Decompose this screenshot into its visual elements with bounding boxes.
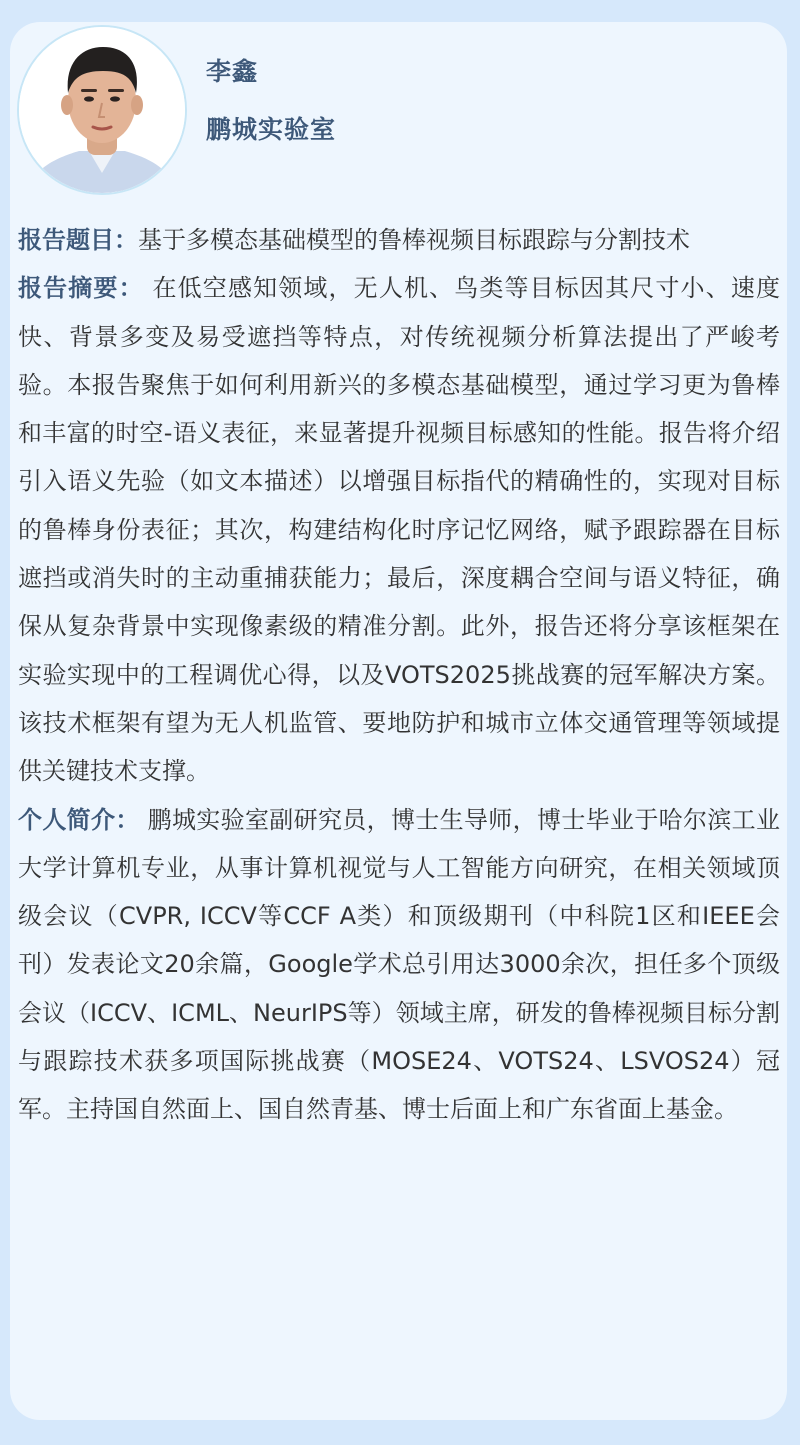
report-title-text: 基于多模态基础模型的鲁棒视频目标跟踪与分割技术 — [138, 226, 690, 254]
speaker-details — [18, 216, 780, 1134]
report-title-section — [18, 216, 780, 264]
speaker-affiliation: 鹏城实验室 — [206, 115, 337, 144]
portrait-photo — [19, 27, 185, 193]
report-abstract-label: 报告摘要： — [18, 274, 144, 303]
speaker-card — [10, 22, 787, 1420]
report-abstract-section — [18, 264, 780, 795]
bio-section — [18, 796, 780, 1134]
bio-label: 个人简介： — [18, 805, 140, 834]
report-title-label: 报告题目： — [18, 226, 138, 254]
bio-text: 鹏城实验室副研究员，博士生导师，博士毕业于哈尔滨工业大学计算机专业，从事计算机视觉与人工智能方向研究，在相关领域顶级会议（CVPR, ICCV等CCF A类）和顶级期刊（中科院1区和IEEE会刊）发表论文20余篇，Google学术总引用达3000余次，担任多个顶级会议（ICCV、ICML、NeurIPS等）领域主席，研发的鲁棒视频目标分割与跟踪技术获多项国际挑战赛（MOSE24、VOTS24、LSVOS24）冠军。主持国自然面上、国自然青基、博士后面上和广东省面上基金。 — [18, 805, 780, 1124]
speaker-avatar — [17, 25, 187, 195]
report-abstract-text: 在低空感知领域，无人机、鸟类等目标因其尺寸小、速度快、背景多变及易受遮挡等特点，对传统视频分析算法提出了严峻考验。本报告聚焦于如何利用新兴的多模态基础模型，通过学习更为鲁棒和丰富的时空-语义表征，来显著提升视频目标感知的性能。报告将介绍引入语义先验（如文本描述）以增强目标指代的精确性的，实现对目标的鲁棒身份表征；其次，构建结构化时序记忆网络，赋予跟踪器在目标遮挡或消失时的主动重捕获能力；最后，深度耦合空间与语义特征，确保从复杂背景中实现像素级的精准分割。此外，报告还将分享该框架在实验实现中的工程调优心得，以及VOTS2025挑战赛的冠军解决方案。该技术框架有望为无人机监管、要地防护和城市立体交通管理等领域提供关键技术支撑。 — [18, 274, 780, 786]
speaker-name: 李鑫 — [206, 57, 259, 86]
